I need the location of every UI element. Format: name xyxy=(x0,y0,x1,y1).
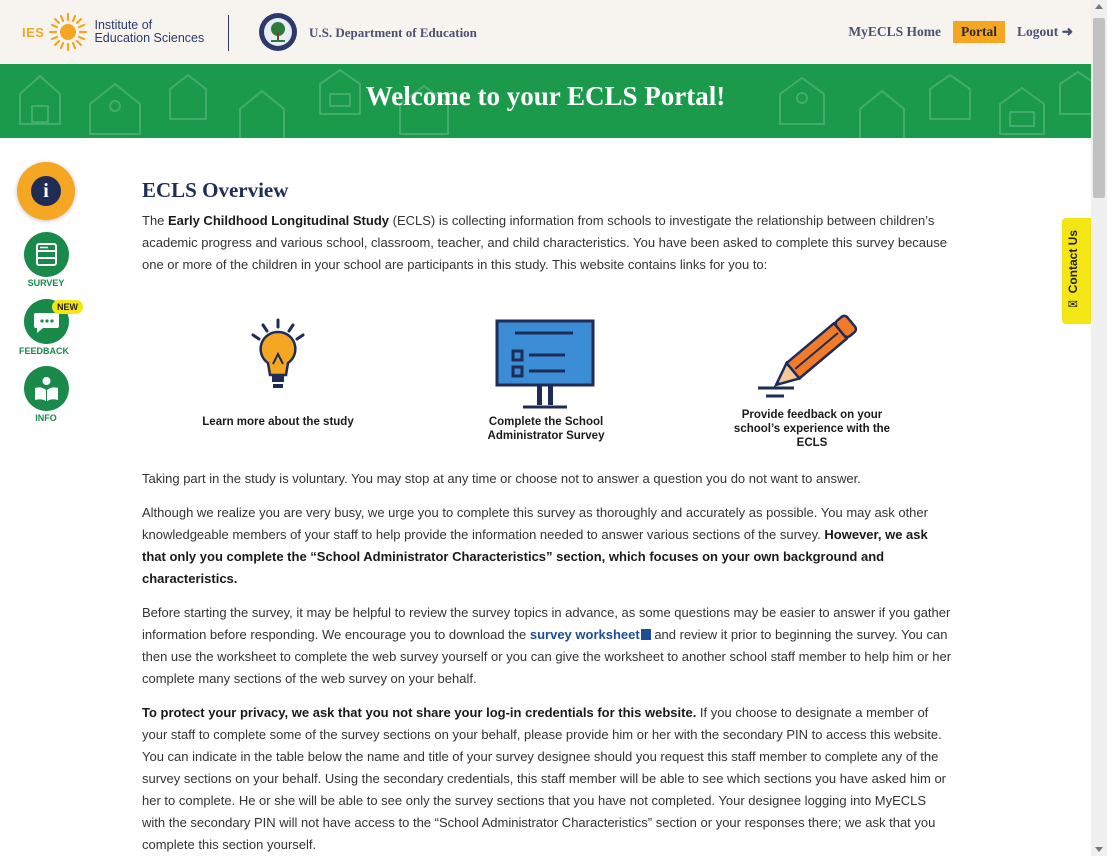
p2-bold: However, we ask that only you complete the “School Administrator Characteristics” section, which focuses on your own background and characteristics. xyxy=(142,527,928,586)
intro-pre: The xyxy=(142,213,169,228)
scroll-thumb[interactable] xyxy=(1093,18,1105,198)
ies-short: IES xyxy=(22,24,45,40)
survey-button[interactable] xyxy=(24,232,69,277)
survey-label[interactable]: SURVEY xyxy=(27,278,65,288)
doe-name[interactable]: U.S. Department of Education xyxy=(309,25,477,40)
logout-icon: ➜ xyxy=(1061,24,1073,39)
worksheet-paragraph xyxy=(142,602,952,690)
site-header xyxy=(0,0,1091,64)
book-icon xyxy=(24,366,69,411)
new-badge: NEW xyxy=(52,300,83,314)
thoroughness-paragraph xyxy=(142,502,952,590)
ies-logo[interactable] xyxy=(22,12,204,52)
header-divider xyxy=(228,15,229,51)
voluntary-paragraph: Taking part in the study is voluntary. You may stop at any time or choose not to answer a question you do not want to answer. xyxy=(142,471,861,486)
mail-icon: ✉ xyxy=(1066,293,1080,311)
card-provide-feedback[interactable]: Provide feedback on your school’s experience with the ECLS xyxy=(733,409,891,449)
page-title: Welcome to your ECLS Portal! xyxy=(365,81,726,111)
monitor-icon xyxy=(495,319,597,411)
info-label[interactable]: INFO xyxy=(35,413,57,423)
nav-myecls-home[interactable]: MyECLS Home xyxy=(848,24,942,39)
pencil-icon xyxy=(754,312,874,402)
nav-logout[interactable] xyxy=(1017,24,1073,40)
privacy-paragraph xyxy=(142,702,952,856)
card-complete-survey[interactable]: Complete the School Administrator Survey xyxy=(487,416,605,442)
p2-normal: Although we realize you are very busy, we urge you to complete this survey as thoroughly and accurately as possible. You may ask other knowledgeable members of your staff to help provide the information needed to answer various sections of the survey. xyxy=(142,505,928,542)
p4-bold: To protect your privacy, we ask that you not share your log-in credentials for this website. xyxy=(142,705,697,720)
overview-info-button[interactable] xyxy=(17,162,75,220)
intro-post: (ECLS) is collecting information from schools to investigate the relationship between children’s academic progress and various school, classroom, teacher, and child characteristics. You have been asked to complete this survey because one or more of the children in your school are participants in this study. This website contains links for you to: xyxy=(142,213,947,272)
p4-normal: If you choose to designate a member of your staff to complete some of the survey sections on your behalf, please provide him or her with the secondary PIN to access this website. You can indicate in the table below the name and title of your survey designee should you request this staff member to complete any of the survey sections on your behalf. Using the secondary credentials, this staff member will be able to see which sections you have asked him or her to complete. He or she will be able to see only the survey sections that you have not completed. Your designee logging into MyECLS with the secondary PIN will not have access to the “School Administrator Characteristics” section or your responses there; we ask that you complete this section yourself. xyxy=(142,705,947,852)
overview-heading: ECLS Overview xyxy=(142,178,289,202)
ies-name xyxy=(94,19,204,45)
overview-section xyxy=(142,178,952,203)
intro-paragraph xyxy=(142,210,952,276)
page-scrollbar[interactable] xyxy=(1091,0,1107,856)
info-button[interactable] xyxy=(24,366,69,411)
lightbulb-icon xyxy=(243,318,313,398)
doe-seal-icon[interactable] xyxy=(258,12,298,52)
card-learn-more[interactable]: Learn more about the study xyxy=(202,416,354,428)
ies-name-line2: Education Sciences xyxy=(94,31,205,45)
ies-name-line1: Institute of xyxy=(94,18,153,32)
info-icon: i xyxy=(31,176,61,206)
pdf-icon xyxy=(641,629,651,640)
nav-logout-label: Logout xyxy=(1017,24,1059,39)
p3-post: and review it prior to beginning the survey. You can then use the worksheet to complete the web survey yourself or you can give the worksheet to another school staff member to help him or her complete many sections of the web survey on your behalf. xyxy=(142,627,952,686)
p3-pre: Before starting the survey, it may be helpful to review the survey topics in advance, as some questions may be easier to answer if you gather information before responding. We encourage you to download the xyxy=(142,605,951,642)
contact-us-tab[interactable] xyxy=(1062,218,1091,324)
scroll-down-icon[interactable] xyxy=(1095,847,1103,852)
scroll-up-icon[interactable] xyxy=(1095,4,1103,9)
contact-us-text: Contact Us xyxy=(1066,230,1080,294)
nav-portal[interactable]: Portal xyxy=(953,21,1005,43)
contact-us-label xyxy=(1066,230,1080,311)
top-nav xyxy=(848,21,1073,43)
survey-worksheet-link[interactable] xyxy=(530,627,651,642)
sun-icon xyxy=(48,12,88,52)
feedback-label[interactable]: FEEDBACK xyxy=(18,346,69,356)
intro-bold: Early Childhood Longitudinal Study xyxy=(168,213,390,228)
survey-icon xyxy=(24,232,69,277)
welcome-banner xyxy=(0,64,1091,138)
survey-worksheet-link-text: survey worksheet xyxy=(529,627,640,642)
